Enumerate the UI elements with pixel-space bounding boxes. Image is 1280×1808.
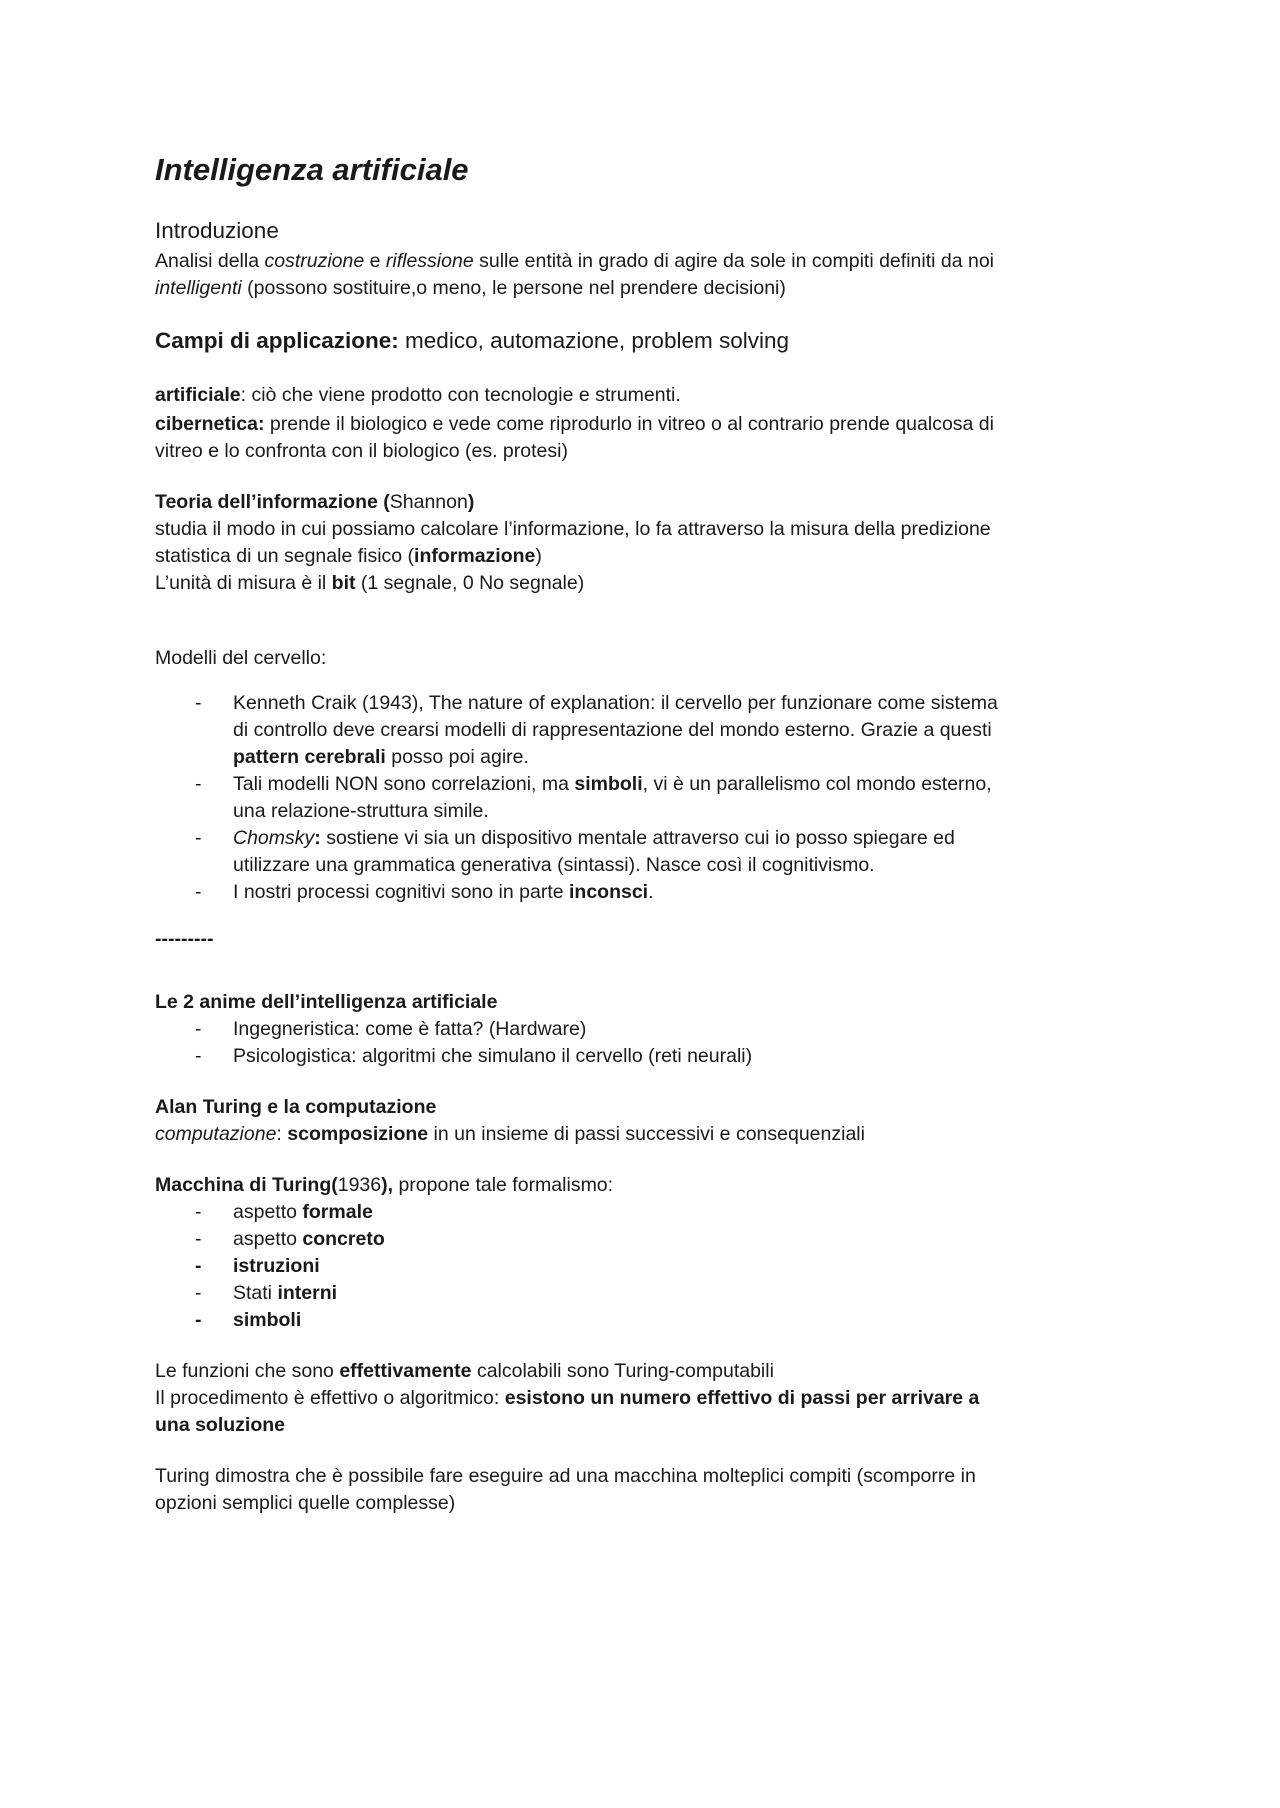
campi-text: medico, automazione, problem solving — [398, 328, 789, 353]
list-text: I nostri processi cognitivi sono in parte — [233, 881, 569, 903]
teoria-heading-bold: ) — [467, 491, 475, 513]
list-text: , vi è un parallelismo col mondo esterno, — [642, 773, 992, 795]
teoria-bold: bit — [331, 572, 356, 594]
macchina-text: propone tale formalismo: — [393, 1174, 614, 1196]
intro-text: (possono sostituire,o meno, le persone nel prendere decisioni) — [241, 277, 786, 299]
turing-text: : — [276, 1123, 288, 1145]
procedimento-line — [155, 1385, 1115, 1439]
intro-paragraph — [155, 248, 1115, 302]
list-text: Stati — [233, 1282, 278, 1304]
macchina-year: 1936 — [337, 1174, 382, 1196]
teoria-heading-bold: Teoria dell’informazione ( — [155, 491, 390, 513]
teoria-text: L’unità di misura è il — [155, 572, 332, 594]
anime-heading — [155, 989, 1115, 1016]
modelli-heading: Modelli del cervello: — [155, 647, 327, 669]
macchina-bold: Macchina di Turing( — [155, 1174, 338, 1196]
turing-bold: scomposizione — [287, 1123, 429, 1145]
turing-definition — [155, 1121, 1115, 1148]
teoria-text: (1 segnale, 0 No segnale) — [355, 572, 585, 594]
turing-term: computazione — [155, 1123, 277, 1145]
document-title: Intelligenza artificiale — [155, 152, 469, 187]
separator-line: --------- — [155, 928, 214, 950]
teoria-heading — [155, 489, 1115, 516]
document-content — [155, 150, 1115, 1517]
turing-heading — [155, 1094, 1115, 1121]
modelli-list — [155, 690, 1115, 906]
list-bold: simboli — [574, 773, 643, 795]
list-item — [155, 1253, 1115, 1280]
list-item — [155, 1226, 1115, 1253]
funzioni-line — [155, 1358, 1115, 1385]
intro-italic-costruzione: costruzione — [264, 250, 365, 272]
list-item — [155, 771, 1115, 825]
teoria-text: studia il modo in cui possiamo calcolare l’informazione, lo fa attraverso la misura della predizione — [155, 518, 991, 540]
list-bold: pattern cerebrali — [233, 746, 386, 768]
list-bold: concreto — [302, 1228, 385, 1250]
intro-text: e — [364, 250, 386, 272]
intro-italic-riflessione: riflessione — [385, 250, 474, 272]
list-item — [155, 1307, 1115, 1334]
list-bold: inconsci — [569, 881, 649, 903]
list-text: di controllo deve crearsi modelli di rappresentazione del mondo esterno. Grazie a questi — [233, 719, 992, 741]
dimostra-paragraph — [155, 1463, 1115, 1517]
intro-text: Analisi della — [155, 250, 265, 272]
teoria-text: statistica di un segnale fisico ( — [155, 545, 415, 567]
def-text: prende il biologico e vede come riprodurlo in vitreo o al contrario prende qualcosa di — [264, 413, 994, 435]
anime-list — [155, 1016, 1115, 1070]
list-text: . — [648, 881, 654, 903]
anime-heading-text: Le 2 anime dell’intelligenza artificiale — [155, 991, 498, 1013]
dimostra-text: opzioni semplici quelle complesse) — [155, 1492, 456, 1514]
list-item: - Ingegneristica: come è fatta? (Hardware) — [155, 1016, 1115, 1043]
turing-text: in un insieme di passi successivi e consequenziali — [428, 1123, 865, 1145]
list-item: - Psicologistica: algoritmi che simulano il cervello (reti neurali) — [155, 1043, 1115, 1070]
list-bold: interni — [277, 1282, 338, 1304]
list-item — [155, 1199, 1115, 1226]
list-italic: Chomsky — [233, 827, 315, 849]
funzioni-text: calcolabili sono Turing-computabili — [471, 1360, 774, 1382]
turing-heading-text: Alan Turing e la computazione — [155, 1096, 437, 1118]
list-item — [155, 879, 1115, 906]
list-bold: simboli — [233, 1309, 302, 1331]
list-text: Kenneth Craik (1943), The nature of explanation: il cervello per funzionare come sistema — [233, 692, 998, 714]
intro-text: sulle entità in grado di agire da sole in compiti definiti da noi — [473, 250, 994, 272]
campi-label: Campi di applicazione: — [155, 328, 399, 353]
list-bold: formale — [302, 1201, 373, 1223]
list-text: Tali modelli NON sono correlazioni, ma — [233, 773, 575, 795]
campi-line — [155, 326, 1115, 356]
teoria-paragraph — [155, 516, 1115, 597]
funzioni-text: Le funzioni che sono — [155, 1360, 340, 1382]
list-bold: istruzioni — [233, 1255, 320, 1277]
teoria-bold: informazione — [414, 545, 536, 567]
def-text: vitreo e lo confronta con il biologico (es. protesi) — [155, 440, 568, 462]
dimostra-text: Turing dimostra che è possibile fare eseguire ad una macchina molteplici compiti (scomporre in — [155, 1465, 976, 1487]
list-bold: : — [314, 827, 321, 849]
def-cibernetica — [155, 411, 1115, 465]
def-text: : ciò che viene prodotto con tecnologie e strumenti. — [240, 384, 681, 406]
procedimento-text: Il procedimento è effettivo o algoritmico: — [155, 1387, 505, 1409]
procedimento-bold: una soluzione — [155, 1414, 286, 1436]
list-text: aspetto — [233, 1201, 303, 1223]
funzioni-bold: effettivamente — [339, 1360, 472, 1382]
procedimento-bold: esistono un numero effettivo di passi per arrivare a — [504, 1387, 980, 1409]
teoria-text: ) — [535, 545, 542, 567]
list-item — [155, 825, 1115, 879]
list-text: posso poi agire. — [385, 746, 529, 768]
list-text: utilizzare una grammatica generativa (sintassi). Nasce così il cognitivismo. — [233, 854, 875, 876]
list-item — [155, 690, 1115, 771]
teoria-heading-shannon: Shannon — [389, 491, 468, 513]
list-text: una relazione-struttura simile. — [233, 800, 489, 822]
list-item — [155, 1280, 1115, 1307]
def-term: artificiale — [155, 384, 241, 406]
macchina-list — [155, 1199, 1115, 1334]
list-text: aspetto — [233, 1228, 303, 1250]
intro-heading: Introduzione — [155, 218, 279, 243]
def-term: cibernetica: — [155, 413, 265, 435]
list-text: sostiene vi sia un dispositivo mentale attraverso cui io posso spiegare ed — [320, 827, 955, 849]
macchina-heading — [155, 1172, 1115, 1199]
def-artificiale — [155, 382, 1115, 409]
intro-italic-intelligenti: intelligenti — [155, 277, 242, 299]
macchina-bold: ), — [381, 1174, 394, 1196]
